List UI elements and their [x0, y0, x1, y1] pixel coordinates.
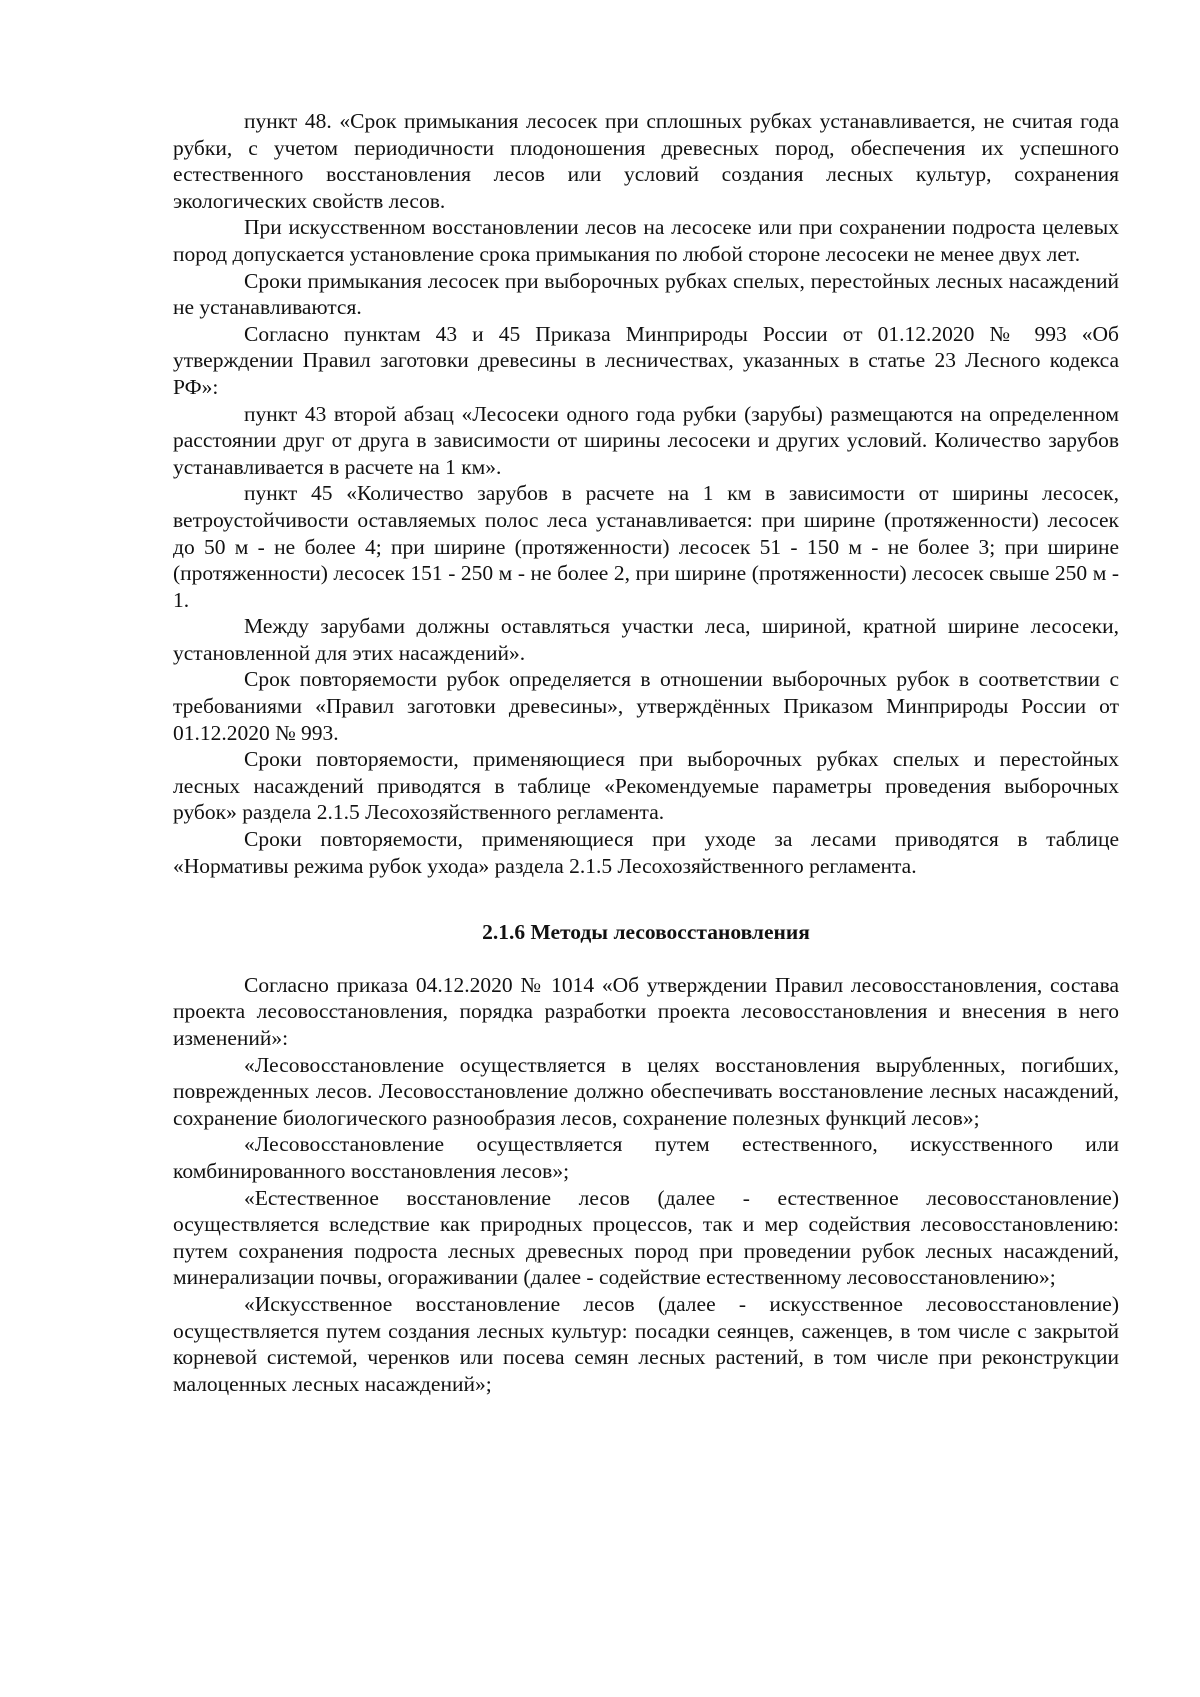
spacer: [173, 946, 1119, 972]
spacer: [173, 879, 1119, 919]
paragraph-artificial-restoration: При искусственном восстановлении лесов на лесосеке или при сохранении подроста целевых пород допускается установление срока примыкания по любой стороне лесосеки не менее двух лет.: [173, 215, 1119, 266]
paragraph-order-1014-reference: Согласно приказа 04.12.2020 № 1014 «Об утверждении Правил лесовосстановления, состава проекта лесовосстановления, порядка разработки проекта лесовосстановления и внесения в него изменений»:: [173, 972, 1119, 1050]
paragraph-restoration-methods: «Лесовосстановление осуществляется путем естественного, искусственного или комбинированного восстановления лесов»;: [173, 1132, 1119, 1183]
paragraph-natural-restoration: «Естественное восстановление лесов (далее - естественное лесовосстановление) осуществляется вследствие как природных процессов, так и мер содействия лесовосстановлению: путем сохранения подроста лесных древесных пород при проведении рубок лесных насаждений, минерализации почвы, огораживании (далее - содействие естественному лесовосстановлению»;: [173, 1185, 1119, 1290]
paragraph-clause-43: пункт 43 второй абзац «Лесосеки одного года рубки (зарубы) размещаются на определенном расстоянии друг от друга в зависимости от ширины лесосеки и других условий. Количество зарубов устанавливается в расчете на 1 км».: [173, 401, 1119, 479]
paragraph-selective-cutting-terms: Сроки примыкания лесосек при выборочных рубках спелых, перестойных лесных насаждений не устанавливаются.: [173, 268, 1119, 320]
paragraph-clause-45: пункт 45 «Количество зарубов в расчете на 1 км в зависимости от ширины лесосек, ветроустойчивости оставляемых полос леса устанавливается: при ширине (протяженности) лесосек до 50 м - не более 4; при ширине (протяженности) лесосек 51 - 150 м - не более 3; при ширине (протяженности) лесосек 151 - 250 м - не более 2, при ширине (протяженности) лесосек свыше 250 м - 1.: [173, 481, 1119, 612]
document-page: [173, 108, 1119, 1397]
paragraph-order-993-reference: Согласно пунктам 43 и 45 Приказа Минприроды России от 01.12.2020 № 993 «Об утверждении Правил заготовки древесины в лесничествах, указанных в статье 23 Лесного кодекса РФ»:: [173, 321, 1119, 399]
paragraph-restoration-goals: «Лесовосстановление осуществляется в целях восстановления вырубленных, погибших, поврежденных лесов. Лесовосстановление должно обеспечивать восстановление лесных насаждений, сохранение биологического разнообразия лесов, сохранение полезных функций лесов»;: [173, 1052, 1119, 1130]
section-heading: 2.1.6 Методы лесовосстановления: [482, 920, 810, 945]
paragraph-repeat-selective: Сроки повторяемости, применяющиеся при выборочных рубках спелых и перестойных лесных насаждений приводятся в таблице «Рекомендуемые параметры проведения выборочных рубок» раздела 2.1.5 Лесохозяйственного регламента.: [173, 747, 1119, 825]
paragraph-between-cuts: Между зарубами должны оставляться участки леса, шириной, кратной ширине лесосеки, установленной для этих насаждений».: [173, 614, 1119, 665]
paragraph-clause-48: пункт 48. «Срок примыкания лесосек при сплошных рубках устанавливается, не считая года рубки, с учетом периодичности плодоношения древесных пород, обеспечения их успешного естественного восстановления лесов или условий создания лесных культур, сохранения экологических свойств лесов.: [173, 109, 1119, 213]
paragraph-repeat-care: Сроки повторяемости, применяющиеся при уходе за лесами приводятся в таблице «Нормативы режима рубок ухода» раздела 2.1.5 Лесохозяйственного регламента.: [173, 827, 1119, 878]
paragraph-repeat-period: Срок повторяемости рубок определяется в отношении выборочных рубок в соответствии с требованиями «Правил заготовки древесины», утверждённых Приказом Минприроды России от 01.12.2020 № 993.: [173, 667, 1119, 745]
paragraph-artificial-restoration-cultures: «Искусственное восстановление лесов (далее - искусственное лесовосстановление) осуществляется путем создания лесных культур: посадки сеянцев, саженцев, в том числе с закрытой корневой системой, черенков или посева семян лесных растений, в том числе при реконструкции малоценных лесных насаждений»;: [173, 1291, 1119, 1396]
